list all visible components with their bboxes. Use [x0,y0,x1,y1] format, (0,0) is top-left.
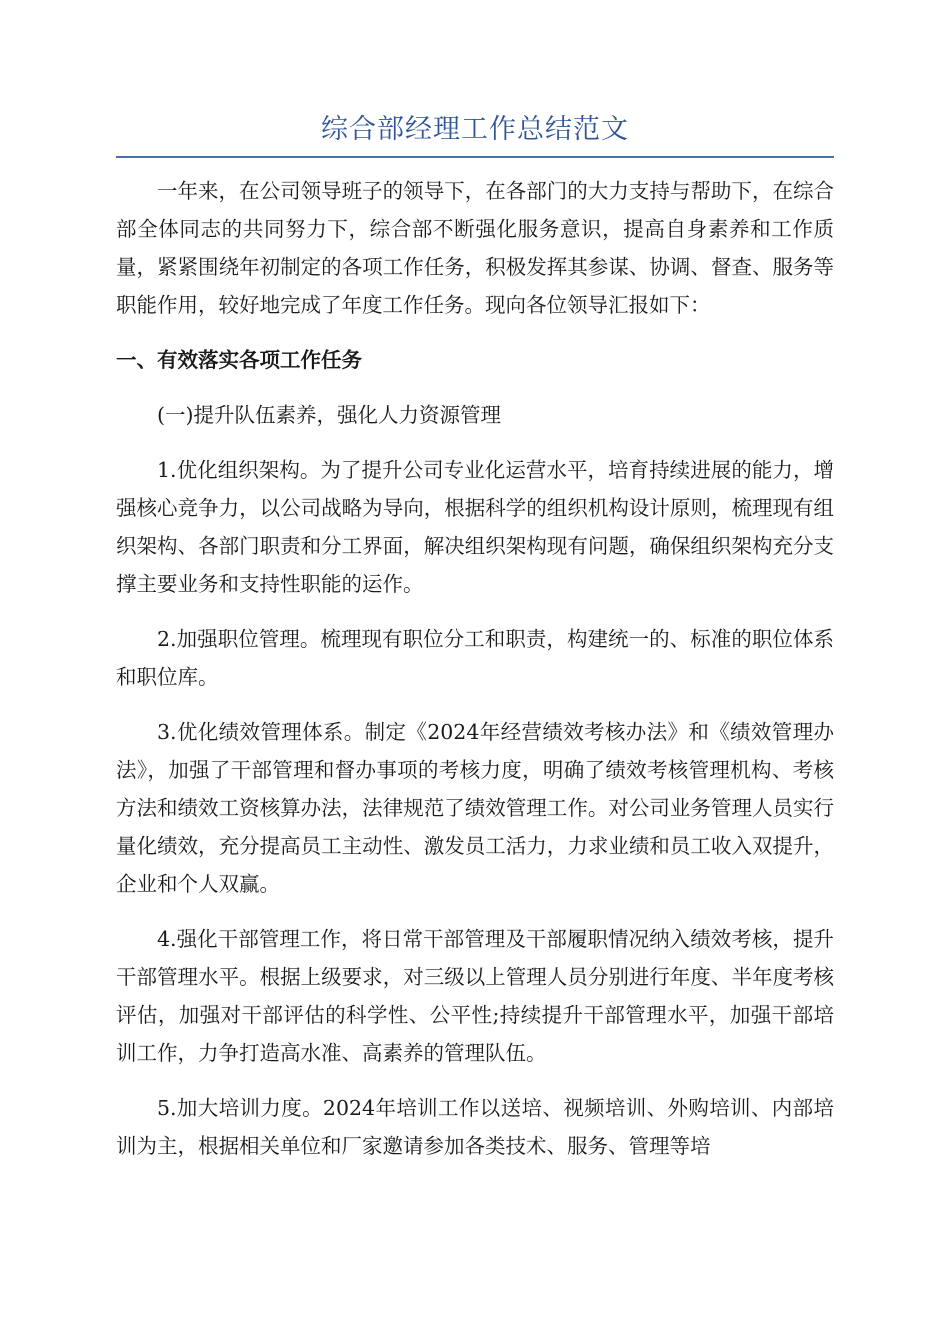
document-body [116,172,834,1182]
item-paragraph-1: 1.优化组织架构。为了提升公司专业化运营水平，培育持续进展的能力，增强核心竞争力，以公司战略为导向，根据科学的组织机构设计原则，梳理现有组织架构、各部门职责和分工界面，解决组织架构现有问题，确保组织架构充分支撑主要业务和支持性职能的运作。 [116,458,834,596]
item-paragraph-4: 4.强化干部管理工作，将日常干部管理及干部履职情况纳入绩效考核，提升干部管理水平。根据上级要求，对三级以上管理人员分别进行年度、半年度考核评估，加强对干部评估的科学性、公平性;持续提升干部管理水平，加强干部培训工作，力争打造高水准、高素养的管理队伍。 [116,927,834,1065]
item-paragraph-5: 5.加大培训力度。2024年培训工作以送培、视频培训、外购培训、内部培训为主，根据相关单位和厂家邀请参加各类技术、服务、管理等培 [116,1096,834,1158]
item-paragraph-3: 3.优化绩效管理体系。制定《2024年经营绩效考核办法》和《绩效管理办法》，加强了干部管理和督办事项的考核力度，明确了绩效考核管理机构、考核方法和绩效工资核算办法，法律规范了绩效管理工作。对公司业务管理人员实行量化绩效，充分提高员工主动性、激发员工活力，力求业绩和员工收入双提升，企业和个人双赢。 [116,720,834,896]
title-block [116,108,834,158]
page-title: 综合部经理工作总结范文 [321,114,629,145]
intro-paragraph: 一年来，在公司领导班子的领导下，在各部门的大力支持与帮助下，在综合部全体同志的共同努力下，综合部不断强化服务意识，提高自身素养和工作质量，紧紧围绕年初制定的各项工作任务，积极发挥其参谋、协调、督查、服务等职能作用，较好地完成了年度工作任务。现向各位领导汇报如下： [116,179,834,317]
item-paragraph-2: 2.加强职位管理。梳理现有职位分工和职责，构建统一的、标准的职位体系和职位库。 [116,627,834,689]
section-heading: 一、有效落实各项工作任务 [116,348,362,372]
subsection-heading: (一)提升队伍素养，强化人力资源管理 [157,403,501,427]
